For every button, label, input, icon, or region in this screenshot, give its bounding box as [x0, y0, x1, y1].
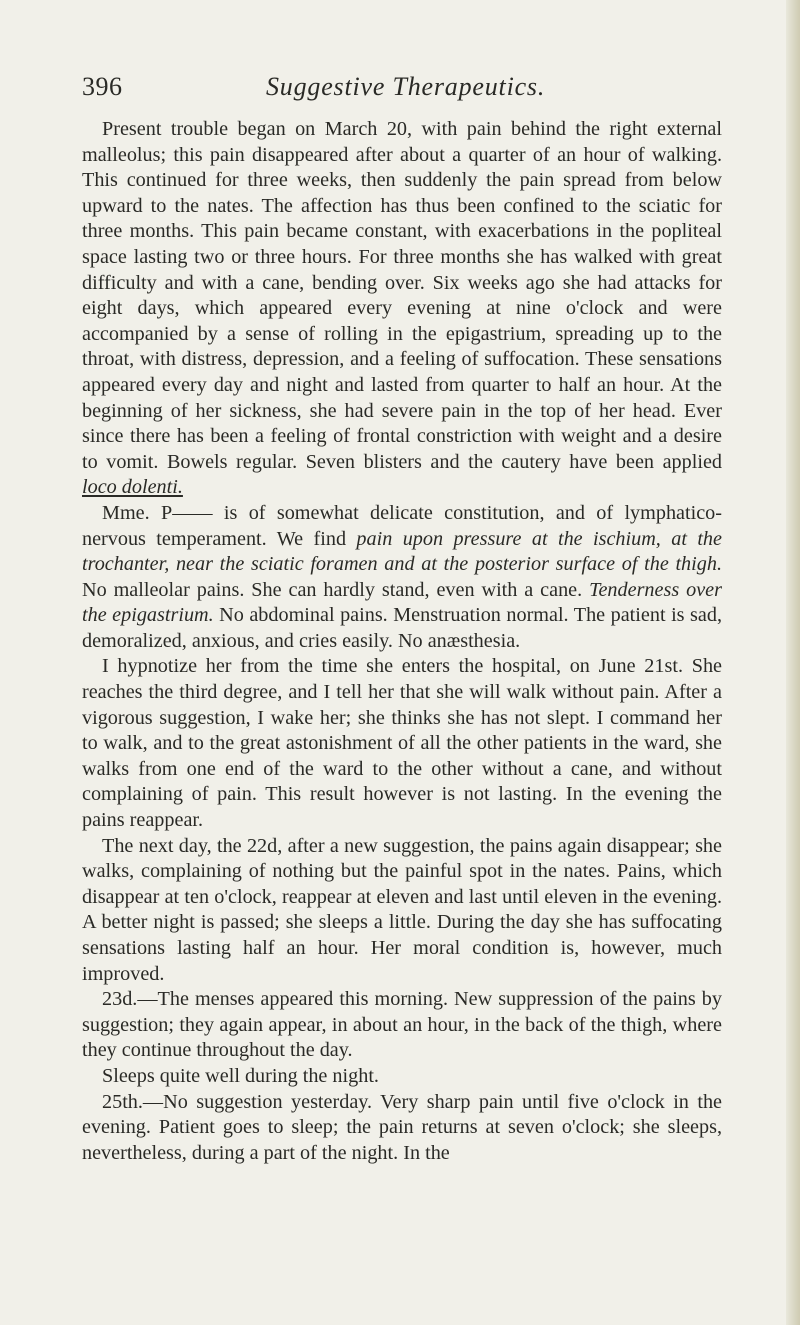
paragraph-1: [82, 117, 722, 501]
page-edge-shadow: [786, 0, 800, 1325]
paragraph-2-text-a: Mme. P—— is of somewhat delicate constitution, and of lymphatico-nervous temperament. We find: [82, 501, 722, 550]
paragraph-2-text-b: No malleolar pains. She can hardly stand, even with a cane.: [82, 578, 590, 601]
paragraph-2-italic-1: pain upon pressure at the ischium, at the trochanter, near the sciatic foramen and at the posterior surface of the thigh.: [82, 527, 722, 576]
page-header: [82, 72, 722, 108]
body-text: [82, 117, 722, 1166]
paragraph-3: I hypnotize her from the time she enters the hospital, on June 21st. She reaches the third degree, and I tell her that she will walk without pain. After a vigorous suggestion, I wake her; she thinks she has not slept. I command her to walk, and to the great astonishment of all the other patients in the ward, she walks from one end of the ward to the other without a cane, and without complaining of pain. This result however is not lasting. In the evening the pains reappear.: [82, 655, 722, 832]
paragraph-2: [82, 501, 722, 655]
page-number: 396: [82, 72, 123, 101]
paragraph-2-italic-2: Tenderness over the epigastrium.: [82, 578, 722, 627]
paragraph-1-italic: loco dolenti.: [82, 476, 183, 499]
paragraph-5: 23d.—The menses appeared this morning. New suppression of the pains by suggestion; they again appear, in about an hour, in the back of the thigh, where they continue throughout the day.: [82, 988, 722, 1062]
paragraph-4: The next day, the 22d, after a new suggestion, the pains again disappear; she walks, complaining of nothing but the painful spot in the nates. Pains, which disappear at ten o'clock, reappear at eleven and last until eleven in the evening. A better night is passed; she sleeps a little. During the day she has suffocating sensations lasting half an hour. Her moral condition is, however, much improved.: [82, 834, 722, 985]
paragraph-6: Sleeps quite well during the night.: [102, 1064, 379, 1087]
paragraph-2-text-c: No abdominal pains. Menstruation normal. The patient is sad, demoralized, anxious, and cries easily. No anæsthesia.: [82, 604, 722, 652]
running-title: Suggestive Therapeutics.: [266, 72, 546, 101]
paragraph-1-text: Present trouble began on March 20, with pain behind the right external malleolus; this pain disappeared after about a quarter of an hour of walking. This continued for three weeks, then suddenly the pain spread from below upward to the nates. The affection has thus been confined to the sciatic for three months. This pain became constant, with exacerbations in the popliteal space lasting two or three hours. For three months she has walked with great difficulty and with a cane, bending over. Six weeks ago she had attacks for eight days, which appeared every evening at nine o'clock and were accompanied by a sense of rolling in the epigastrium, spreading up to the throat, with distress, depression, and a feeling of suffocation. These sensations appeared every day and night and lasted from quarter to half an hour. At the beginning of her sickness, she had severe pain in the top of her head. Ever since there has been a feeling of frontal constriction with weight and a desire to vomit. Bowels regular. Seven blisters and the cautery have been applied: [82, 118, 722, 473]
paragraph-7: 25th.—No suggestion yesterday. Very sharp pain until five o'clock in the evening. Patient goes to sleep; the pain returns at seven o'clock; she sleeps, nevertheless, during a part of the night. In the: [82, 1090, 722, 1164]
